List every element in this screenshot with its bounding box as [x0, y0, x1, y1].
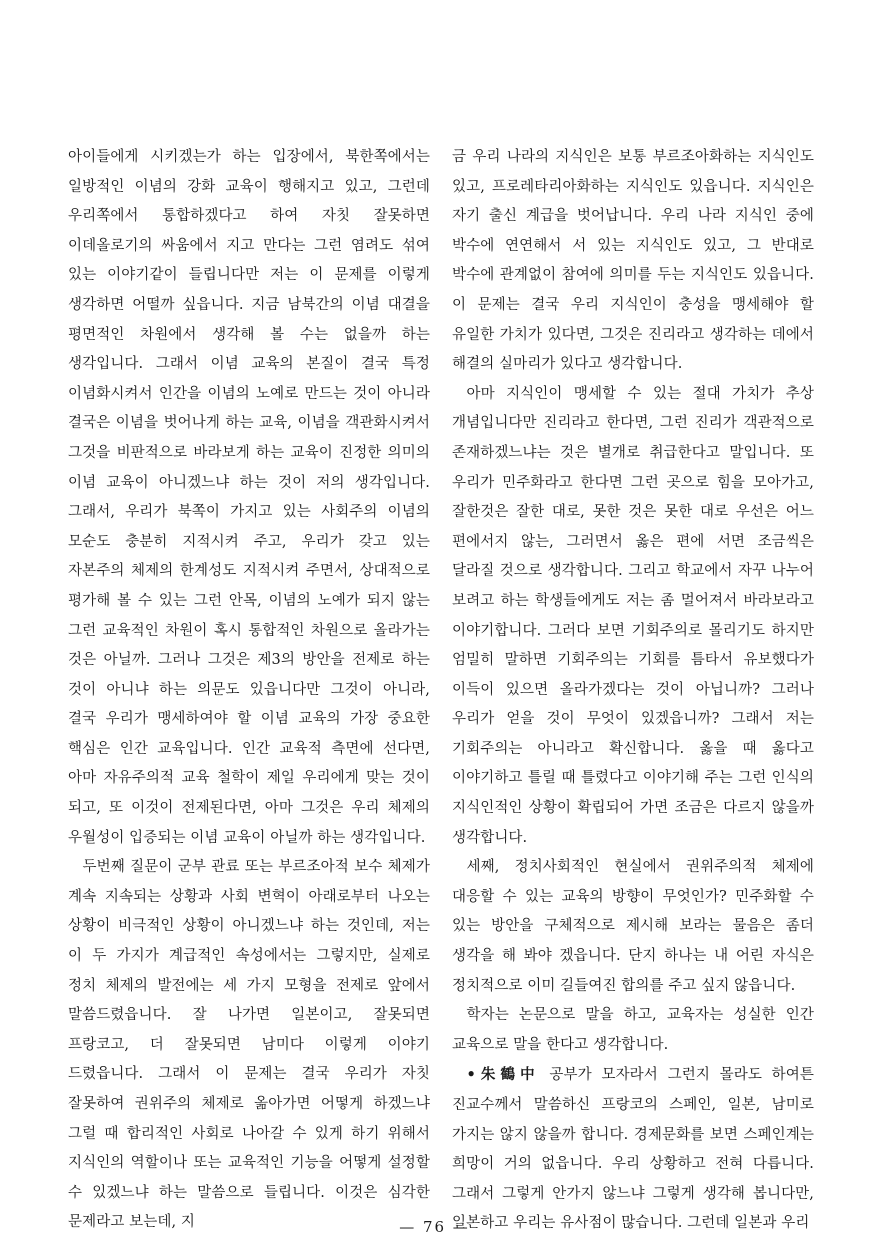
speaker-text: 공부가 모자라서 그런지 몰라도 하여튼 진교수께서 말씀하신 프랑코의 스페인, 일본, 남미로 가지는 않지 않을까 합니다. 경제문화를 보면 스페인계는 희망이 거의 없읍니다. 우리 상황하고 전혀 다릅니다. 그래서 그렇게 안가지 않느냐 그렇게 생각해 봅니다만, 일본하고 우리는 유사점이 많습니다. 그런데 일본과 우리 — [452, 1067, 814, 1232]
right-paragraph-5 — [452, 1060, 814, 1239]
right-paragraph-4: 학자는 논문으로 말을 하고, 교육자는 성실한 인간 교육으로 말을 한다고 생각합니다. — [452, 1007, 814, 1053]
left-paragraph-1: 아이들에게 시키겠는가 하는 입장에서, 북한쪽에서는 일방적인 이념의 강화 교육이 행해지고 있고, 그런데 우리쪽에서 통합하겠다고 하여 자칫 잘못하면 이데올로기의 싸움에서 지고 만다는 그런 염려도 섞여 있는 이야기같이 들립니다만 저는 이 문제를 이렇게 생각하면 어떨까 싶읍니다. 지금 남북간의 이념 대결을 평면적인 차원에서 생각해 볼 수는 없을까 하는 생각입니다. 그래서 이념 교육의 본질이 결국 특정 이념화시켜서 인간을 이념의 노예로 만드는 것이 아니라 결국은 이념을 벗어나게 하는 교육, 이념을 객관화시켜서 그것을 비판적으로 바라보게 하는 교육이 진정한 의미의 이념 교육이 아니겠느냐 하는 것이 저의 생각입니다. 그래서, 우리가 북쪽이 가지고 있는 사회주의 이념의 모순도 충분히 지적시켜 주고, 우리가 갖고 있는 자본주의 체제의 한계성도 지적시켜 주면서, 상대적으로 평가해 볼 수 있는 그런 안목, 이념의 노예가 되지 않는 그런 교육적인 차원이 혹시 통합적인 차원으로 올라가는 것은 아닐까. 그러나 그것은 제3의 방안을 전제로 하는 것이 아니냐 하는 의문도 있읍니다만 그것이 아니라, 결국 우리가 맹세하여야 할 이념 교육의 가장 중요한 핵심은 인간 교육입니다. 인간 교육적 측면에 선다면, 아마 자유주의적 교육 철학이 제일 우리에게 맞는 것이 되고, 또 이것이 전제된다면, 아마 그것은 우리 체제의 우월성이 입증되는 이념 교육이 아닐까 하는 생각입니다. — [68, 149, 430, 846]
speaker-name: •朱鶴中 — [466, 1066, 540, 1084]
right-paragraph-1: 금 우리 나라의 지식인은 보통 부르조아화하는 지식인도 있고, 프로레타리아화하는 지식인도 있읍니다. 지식인은 자기 출신 계급을 벗어납니다. 우리 나라 지식인 중에 박수에 연연해서 서 있는 지식인도 있고, 그 반대로 박수에 관계없이 참여에 의미를 두는 지식인도 있읍니다. 이 문제는 결국 우리 지식인이 충성을 맹세해야 할 유일한 가치가 있다면, 그것은 진리라고 생각하는 데에서 해결의 실마리가 있다고 생각합니다. — [452, 149, 814, 373]
right-paragraph-2: 아마 지식인이 맹세할 수 있는 절대 가치가 추상 개념입니다만 진리라고 한다면, 그런 진리가 객관적으로 존재하겠느냐는 것은 별개로 취급한다고 말입니다. 또 우리가 민주화라고 한다면 그런 곳으로 힘을 모아가고, 잘한것은 잘한 대로, 못한 것은 못한 대로 우선은 어느 편에서지 않는, 그러면서 옳은 편에 서면 조금씩은 달라질 것으로 생각합니다. 그리고 학교에서 자꾸 나누어 보려고 하는 학생들에게도 저는 좀 멀어져서 바라보라고 이야기합니다. 그러다 보면 기회주의로 몰리기도 하지만 엄밀히 말하면 기회주의는 기회를 틈타서 유보했다가 이득이 있으면 올라가겠다는 것이 아닙니까? 그러나 우리가 얻을 것이 무엇이 있겠읍니까? 그래서 저는 기회주의는 아니라고 확신합니다. 옳을 때 옳다고 이야기하고 틀릴 때 틀렸다고 이야기해 주는 그런 인식의 지식인적인 상황이 확립되어 가면 조금은 다르지 않을까 생각합니다. — [452, 385, 814, 846]
page-number: — 76 — — [399, 1218, 470, 1236]
right-column — [452, 143, 814, 1239]
left-column — [68, 143, 430, 1238]
left-paragraph-2: 두번째 질문이 군부 관료 또는 부르조아적 보수 체제가 계속 지속되는 상황과 사회 변혁이 아래로부터 나오는 상황이 비극적인 상황이 아니겠느냐 하는 것인데, 저는 이 두 가지가 계급적인 속성에서는 그렇지만, 실제로 정치 체제의 발전에는 세 가지 모형을 전제로 앞에서 말씀드렸읍니다. 잘 나가면 일본이고, 잘못되면 프랑코고, 더 잘못되면 남미다 이렇게 이야기 드렸읍니다. 그래서 이 문제는 결국 우리가 자칫 잘못하여 권위주의 체제로 옮아가면 어떻게 하겠느냐 그럴 때 합리적인 사회로 나아갈 수 있게 하기 위해서 지식인의 역할이나 또는 교육적인 기능을 어떻게 설정할 수 있겠느냐 하는 말씀으로 들립니다. 이것은 심각한 문제라고 보는데, 지 — [68, 859, 430, 1231]
right-paragraph-3: 세째, 정치사회적인 현실에서 권위주의적 체제에 대응할 수 있는 교육의 방향이 무엇인가? 민주화할 수 있는 방안을 구체적으로 제시해 보라는 물음은 좀더 생각을 해 봐야 겠읍니다. 단지 하나는 내 어린 자식은 정치적으로 이미 길들여진 합의를 주고 싶지 않읍니다. — [452, 859, 814, 994]
